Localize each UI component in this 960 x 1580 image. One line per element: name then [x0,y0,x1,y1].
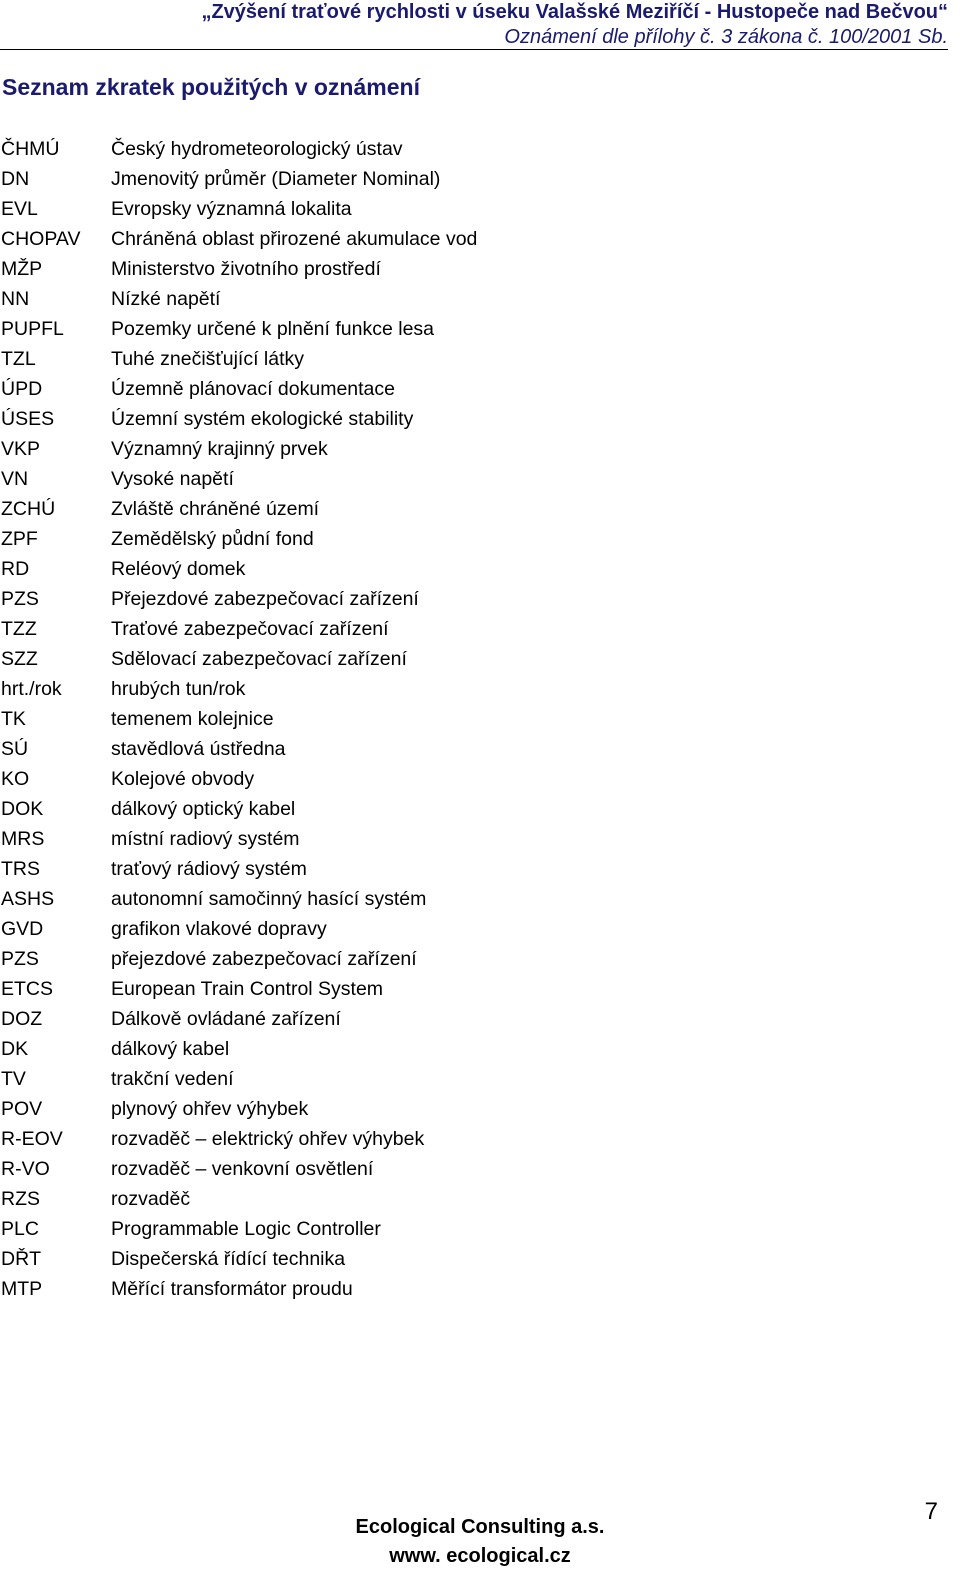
abbreviation-row [0,674,477,704]
abbreviation-meaning: Kolejové obvody [111,768,255,790]
page-footer [0,1512,960,1570]
abbreviation-meaning: temenem kolejnice [111,708,274,730]
abbreviation-row [0,524,477,554]
abbreviation-row [0,404,477,434]
abbreviation-code: KO [1,768,30,790]
abbreviation-row [0,944,477,974]
abbreviation-meaning: Měřící transformátor proudu [111,1278,353,1300]
abbreviation-row [0,1064,477,1094]
abbreviation-meaning: traťový rádiový systém [111,858,307,880]
abbreviation-code: RZS [1,1188,40,1210]
abbreviation-meaning: Pozemky určené k plnění funkce lesa [111,318,435,340]
abbreviation-meaning: plynový ohřev výhybek [111,1098,309,1120]
abbreviation-row [0,194,477,224]
abbreviation-row [0,554,477,584]
abbreviation-code: PZS [1,588,39,610]
abbreviation-code: ČHMÚ [1,138,60,160]
abbreviation-meaning: Dispečerská řídící technika [111,1248,346,1270]
abbreviation-meaning: autonomní samočinný hasící systém [111,888,427,910]
abbreviation-code: R-VO [1,1158,50,1180]
abbreviation-code: POV [1,1098,43,1120]
abbreviation-row [0,914,477,944]
abbreviation-code: PUPFL [1,318,64,340]
abbreviation-meaning: Reléový domek [111,558,246,580]
abbreviation-meaning: přejezdové zabezpečovací zařízení [111,948,417,970]
abbreviation-meaning: rozvaděč – venkovní osvětlení [111,1158,374,1180]
abbreviation-row [0,614,477,644]
abbreviation-row [0,734,477,764]
abbreviation-meaning: Evropsky významná lokalita [111,198,352,220]
page-number: 7 [924,1498,938,1525]
abbreviation-code: MŽP [1,258,43,280]
abbreviation-code: TZZ [1,618,37,640]
abbreviation-row [0,1244,477,1274]
abbreviation-code: DOK [1,798,44,820]
abbreviation-meaning: Územní systém ekologické stability [111,408,414,430]
abbreviation-row [0,374,477,404]
abbreviation-row [0,704,477,734]
footer-company: Ecological Consulting a.s. [355,1516,605,1538]
abbreviation-meaning: Český hydrometeorologický ústav [111,138,403,160]
abbreviation-row [0,314,477,344]
document-title: „Zvýšení traťové rychlosti v úseku Valašské Meziříčí - Hustopeče nad Bečvou“ [201,1,948,23]
abbreviation-meaning: European Train Control System [111,978,384,1000]
abbreviation-meaning: Jmenovitý průměr (Diameter Nominal) [111,168,441,190]
abbreviation-code: ÚPD [1,378,43,400]
abbreviation-code: TRS [1,858,40,880]
abbreviation-code: ÚSES [1,408,55,430]
abbreviation-code: ASHS [1,888,55,910]
abbreviation-row [0,224,477,254]
abbreviation-meaning: Ministerstvo životního prostředí [111,258,381,280]
abbreviation-code: PLC [1,1218,39,1240]
abbreviation-row [0,1274,477,1304]
abbreviation-code: CHOPAV [1,228,81,250]
abbreviation-meaning: dálkový kabel [111,1038,230,1060]
abbreviation-code: NN [1,288,30,310]
abbreviation-code: MRS [1,828,45,850]
abbreviation-meaning: Tuhé znečišťující látky [111,348,305,370]
abbreviation-row [0,1184,477,1214]
header-block [201,0,948,50]
abbreviation-code: TZL [1,348,36,370]
abbreviation-meaning: Zemědělský půdní fond [111,528,314,550]
abbreviation-code: DOZ [1,1008,43,1030]
abbreviation-meaning: rozvaděč [111,1188,191,1210]
abbreviation-code: hrt./rok [1,678,62,700]
abbreviation-row [0,1124,477,1154]
abbreviation-row [0,794,477,824]
section-title: Seznam zkratek použitých v oznámení [2,74,420,100]
abbreviation-meaning: trakční vedení [111,1068,234,1090]
abbreviation-row [0,434,477,464]
abbreviation-code: SÚ [1,738,29,760]
abbreviation-meaning: Sdělovací zabezpečovací zařízení [111,648,407,670]
abbreviation-meaning: Traťové zabezpečovací zařízení [111,618,389,640]
document-subtitle: Oznámení dle přílohy č. 3 zákona č. 100/2001 Sb. [504,26,948,48]
abbreviation-code: PZS [1,948,39,970]
abbreviation-meaning: stavědlová ústředna [111,738,286,760]
abbreviation-meaning: Významný krajinný prvek [111,438,328,460]
abbreviation-meaning: Zvláště chráněné území [111,498,320,520]
header-divider [0,49,948,50]
abbreviation-row [0,344,477,374]
abbreviation-meaning: Nízké napětí [111,288,221,310]
abbreviation-row [0,494,477,524]
abbreviation-meaning: rozvaděč – elektrický ohřev výhybek [111,1128,425,1150]
abbreviation-meaning: Územně plánovací dokumentace [111,378,395,400]
abbreviation-row [0,1004,477,1034]
abbreviation-row [0,1154,477,1184]
abbreviation-row [0,1094,477,1124]
abbreviation-row [0,974,477,1004]
abbreviation-code: GVD [1,918,44,940]
abbreviation-code: VKP [1,438,41,460]
abbreviation-row [0,1034,477,1064]
abbreviation-code: ZCHÚ [1,498,56,520]
abbreviation-row [0,284,477,314]
abbreviation-row [0,644,477,674]
abbreviation-row [0,584,477,614]
abbreviation-code: SZZ [1,648,38,670]
abbreviation-code: TK [1,708,26,730]
abbreviation-meaning: Dálkově ovládané zařízení [111,1008,341,1030]
abbreviation-meaning: hrubých tun/rok [111,678,246,700]
abbreviation-code: R-EOV [1,1128,63,1150]
abbreviation-code: TV [1,1068,26,1090]
abbreviation-list [0,134,477,1304]
abbreviation-row [0,254,477,284]
abbreviation-row [0,134,477,164]
abbreviation-code: VN [1,468,29,490]
abbreviation-code: EVL [1,198,38,220]
abbreviation-meaning: Vysoké napětí [111,468,234,490]
abbreviation-meaning: grafikon vlakové dopravy [111,918,327,940]
abbreviation-row [0,884,477,914]
abbreviation-row [0,854,477,884]
abbreviation-code: RD [1,558,30,580]
abbreviation-meaning: Programmable Logic Controller [111,1218,381,1240]
abbreviation-code: ETCS [1,978,54,1000]
abbreviation-meaning: Přejezdové zabezpečovací zařízení [111,588,419,610]
abbreviation-code: DK [1,1038,29,1060]
abbreviation-row [0,1214,477,1244]
abbreviation-code: DN [1,168,30,190]
abbreviation-row [0,464,477,494]
abbreviation-row [0,164,477,194]
abbreviation-code: MTP [1,1278,43,1300]
abbreviation-code: ZPF [1,528,38,550]
abbreviation-meaning: místní radiový systém [111,828,300,850]
abbreviation-code: DŘT [1,1248,42,1270]
abbreviation-meaning: dálkový optický kabel [111,798,296,820]
abbreviation-row [0,824,477,854]
abbreviation-row [0,764,477,794]
abbreviation-meaning: Chráněná oblast přirozené akumulace vod [111,228,478,250]
footer-website: www. ecological.cz [389,1545,571,1567]
